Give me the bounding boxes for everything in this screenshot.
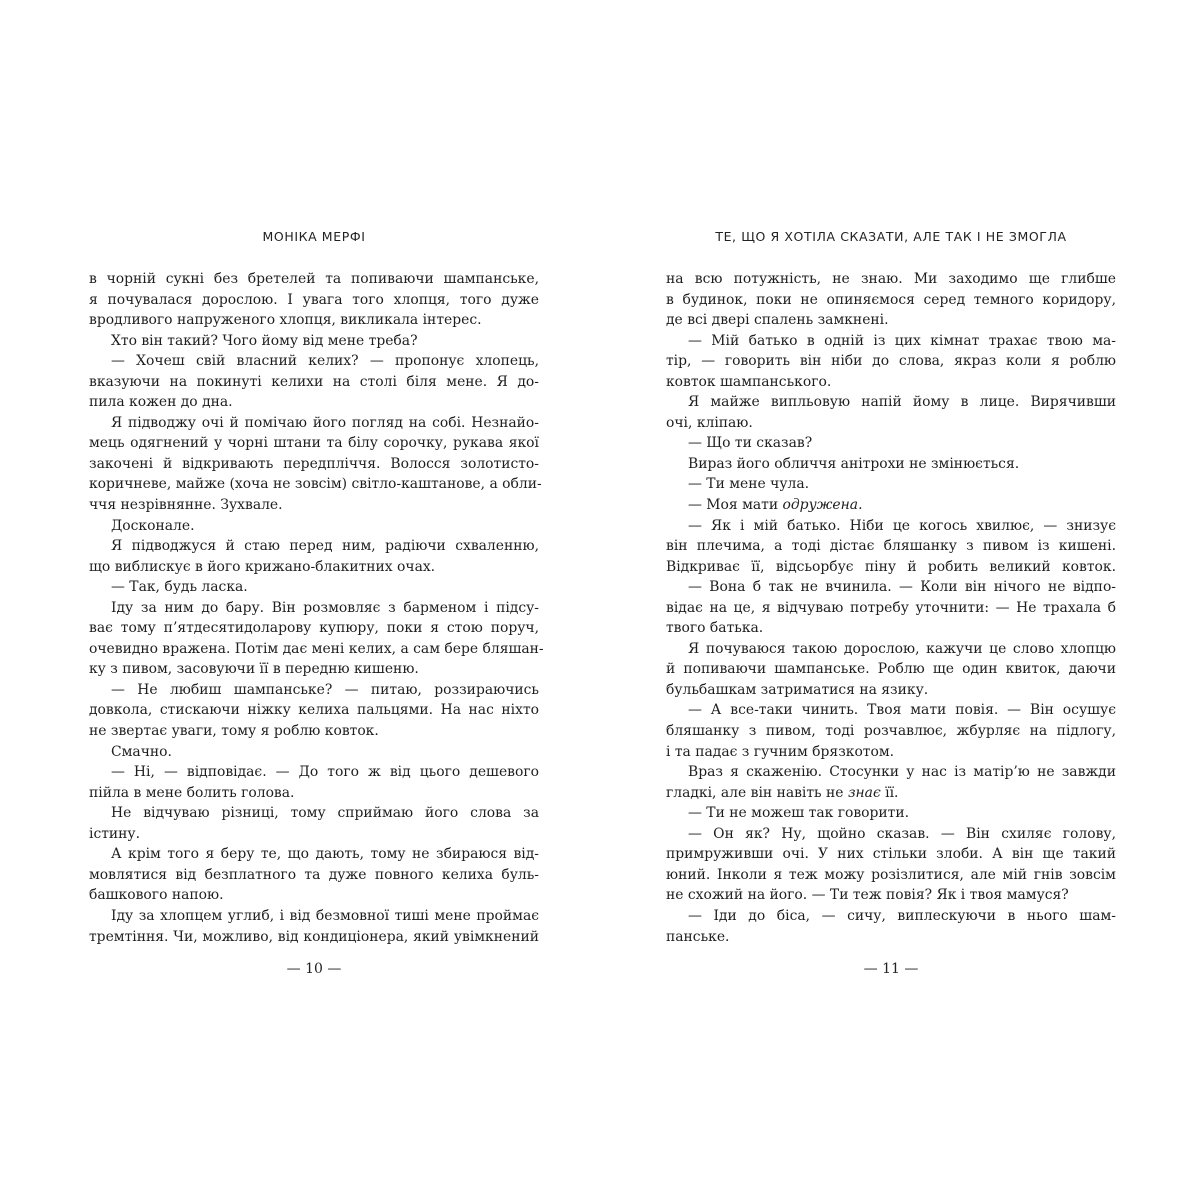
text-line: — Що ти сказав? [688, 435, 813, 452]
text-line: — Вона б так не вчинила. — Коли він нічого не відпо- [688, 579, 1116, 596]
text-line: — Не любиш шампанське? — питаю, роззираючись [111, 681, 539, 698]
text-line: Враз я скаженію. Стосунки у нас із матір’ю не завжди [688, 764, 1116, 781]
text-line: ччя незрівнянне. Зухвале. [89, 497, 283, 514]
text-line: юний. Інколи я теж можу розізлитися, але мій гнів зовсім [666, 866, 1116, 883]
text-line: бульбашкам затриматися на язику. [666, 681, 929, 698]
emphasis: одружена [782, 497, 859, 514]
text-line: мець одягнений у чорні штани та білу сорочку, рукава якої [89, 435, 539, 452]
text-line: й попиваючи шампанське. Роблю ще один квиток, даючи [666, 661, 1116, 678]
text-line: вказуючи на покинуті келихи на столі біля мене. Я до- [89, 373, 539, 390]
text-line: в чорній сукні без бретелей та попиваючи шампанське, [89, 271, 539, 287]
text-line: істину. [89, 825, 141, 842]
text-line: ває тому п’ятдесятидоларову купюру, поки я стою поруч, [89, 620, 539, 637]
text-line: — Ні, — відповідає. — До того ж від цього дешевого [111, 764, 539, 781]
text-line: і та падає з гучним брязкотом. [666, 743, 895, 760]
text-line: коричневе, майже (хоча не зовсім) світло-каштанове, а обли- [89, 476, 542, 493]
text-line: Досконале. [111, 517, 195, 534]
left-page [89, 0, 544, 1200]
text-line: довкола, стискаючи ніжку келиха пальцями. На нас ніхто [89, 702, 539, 719]
text-line: Іду за хлопцем углиб, і від безмовної тиші мене проймає [111, 907, 539, 924]
text-line: Я підводжуся й стаю перед ним, радіючи схваленню, [111, 538, 539, 555]
emphasis: знає [847, 784, 881, 801]
right-page [666, 0, 1116, 1200]
text-line: закочені й відкривають передпліччя. Волосся золотисто- [89, 455, 539, 472]
text-line: в будинок, поки не опиняємося серед темного коридору, [666, 291, 1116, 308]
text-line: ку з пивом, засовуючи її в передню кишеню. [89, 661, 419, 678]
text-line: Смачно. [111, 743, 172, 760]
text-line: він плечима, а тоді дістає бляшанку з пивом із кишені. [666, 538, 1116, 555]
text-line: — Так, будь ласка. [111, 579, 248, 596]
text-line: що виблискує в його крижано-блакитних очах. [89, 558, 436, 575]
text-line: тір, — говорить він ніби до слова, якраз коли я роблю [666, 353, 1116, 370]
text-line: Іду за ним до бару. Він розмовляє з барменом і підсу- [111, 599, 539, 616]
text-line: де всі двері спалень замкнені. [666, 312, 889, 329]
text-line: — Мій батько в одній із цих кімнат трахає твою ма- [688, 332, 1116, 349]
running-head-title: ТЕ, ЩО Я ХОТІЛА СКАЗАТИ, АЛЕ ТАК І НЕ ЗМОГЛА [715, 229, 1067, 244]
text-line: твого батька. [666, 620, 764, 637]
text-line: мовлятися від безплатного та дуже повного келиха буль- [89, 866, 539, 883]
text-line: відає на це, я відчуваю потребу уточнити: — Не трахала б [666, 599, 1116, 616]
text-line: Я підводжу очі й помічаю його погляд на собі. Незнайо- [111, 414, 539, 431]
running-head-author: МОНІКА МЕРФІ [262, 229, 366, 244]
text-line: Я майже випльовую напій йому в лице. Вирячивши [688, 394, 1116, 411]
text-line: — Ти мене чула. [688, 476, 810, 493]
text-line: на всю потужність, не знаю. Ми заходимо ще глибше [666, 271, 1116, 287]
text-line: Не відчуваю різниці, тому сприймаю його слова за [111, 805, 539, 822]
page-number-left: — 10 — [286, 961, 342, 977]
text-line: панське. [666, 928, 730, 945]
text-line: не звертає уваги, тому я роблю ковток. [89, 723, 379, 740]
text-line: Відкриває її, відсьорбує піну й робить великий ковток. [666, 558, 1116, 575]
page-number-right: — 11 — [863, 961, 919, 977]
text-line: ковток шампанського. [666, 373, 832, 390]
text-line: — Хочеш свій власний келих? — пропонує хлопець, [111, 353, 539, 370]
text-line: бляшанку з пивом, тоді розчавлює, жбурляє на підлогу, [666, 723, 1116, 740]
text-line: башкового напою. [89, 887, 224, 904]
text-line: — Іди до біса, — сичу, виплескуючи в нього шам- [688, 907, 1116, 924]
text-line: гладкі, але він навіть не знає її. [666, 784, 899, 801]
text-line: А крім того я беру те, що дають, тому не збираюся від- [111, 846, 539, 863]
text-line: пила кожен до дна. [89, 394, 233, 411]
text-line: — Ти не можеш так говорити. [688, 805, 910, 822]
right-page-body [666, 269, 1116, 947]
text-line: Я почуваюся такою дорослою, кажучи це слово хлопцю [688, 640, 1116, 657]
text-line: Хто він такий? Чого йому від мене треба? [111, 332, 418, 349]
text-line: я почувалася дорослою. І увага того хлопця, того дуже [89, 291, 539, 308]
text-line: тремтіння. Чи, можливо, від кондиціонера, який увімкнений [89, 928, 539, 945]
text-line: примруживши очі. У них стільки злоби. А він ще такий [666, 846, 1116, 863]
left-page-body [89, 269, 544, 947]
text-line: пійла в мене болить голова. [89, 784, 295, 801]
text-line: очевидно вражена. Потім дає мені келих, а сам бере бляшан- [89, 640, 544, 657]
text-line: Вираз його обличчя анітрохи не змінюється. [688, 455, 1020, 472]
text-line: — Моя мати одружена. [688, 497, 863, 514]
text-line: не схожий на його. — Ти теж повія? Як і твоя мамуся? [666, 887, 1069, 904]
text-line: — Як і мій батько. Ніби це когось хвилює, — знизує [688, 517, 1116, 534]
text-line: вродливого напруженого хлопця, викликала інтерес. [89, 312, 482, 329]
text-line: — Он як? Ну, щойно сказав. — Він схиляє голову, [688, 825, 1116, 842]
text-line: — А все-таки чинить. Твоя мати повія. — Він осушує [688, 702, 1116, 719]
text-line: очі, кліпаю. [666, 414, 753, 431]
